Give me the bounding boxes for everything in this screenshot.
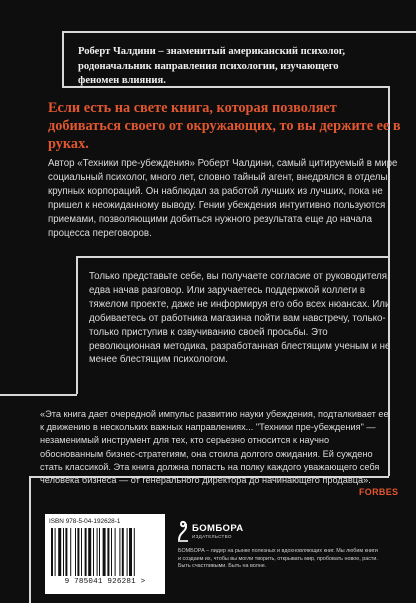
publisher-subtitle: ИЗДАТЕЛЬСТВО [192,534,232,539]
publisher-name: БОМБОРА [192,523,244,534]
bombora-wave-icon [177,520,189,542]
review-quote: «Эта книга дает очередной импульс развитию науки убеждения, подталкивает ее к движению в нескольких важных направлениях... "Техники пре-убеждения" — незаменимый инструмент для тех, кто серьезно относится к научно обоснованным бизнес-стратегиям, она стоила долгого ожидания. Ей суждено стать классикой. Эта книга должна попасть на полку каждого уважающего себя человека бизнеса — от генерального директора до начинающего продавца». [40,409,389,486]
frame-line-inner-bottom [0,394,77,396]
headline: Если есть на свете книга, которая позволяет добиваться своего от окружающих, то вы держите ее в руках. [48,100,401,152]
frame-line-top [62,31,416,33]
frame-line-left-upper [62,31,64,86]
quote-source: FORBES [359,487,399,497]
barcode-bars [51,528,159,576]
description-paragraph-2: Только представьте себе, вы получаете согласие от руководителя, едва начав разговор. Или заручаетесь поддержкой коллеги в тяжелом проекте, даже не информируя его обо всех нюансах. Или добиваетесь от работника магазина пойти вам навстречу, только-только приступив к озвучиванию своей просьбы. Это революционная методика, разработанная блестящим ученым и не менее блестящим психологом. [89,271,391,366]
author-intro: Роберт Чалдини – знаменитый американский психолог, родоначальник направления психологии, изучающего феномен влияния. [78,46,346,87]
publisher-logo [177,520,257,542]
frame-line-inner-top [76,256,389,258]
publisher-blurb: БОМБОРА – лидер на рынке полезных и вдохновляющих книг. Мы любим книги и создаем их, чтобы вы могли творить, открывать мир, пробовать новое, расти. Быть счастливыми. Быть на волне. [178,548,378,570]
frame-line-lower-left [29,476,31,603]
barcode-digits: 9 785041 926281 > [64,578,146,586]
frame-line-inner-left [76,256,78,394]
isbn-barcode [45,514,165,594]
isbn-number: ISBN 978-5-04-192628-1 [49,518,121,525]
description-paragraph-1: Автор «Техники пре-убеждения» Роберт Чалдини, самый цитируемый в мире социальный психолог, много лет, словно тайный агент, внедрялся в отделы крупных корпораций. Он наблюдал за работой лучших из лучших, пока не пришел к неожиданному выводу. Гении убеждения интуитивно пользуются приемами, позволяющими добиться нужного результата еще до начала процесса переговоров. [48,158,398,239]
